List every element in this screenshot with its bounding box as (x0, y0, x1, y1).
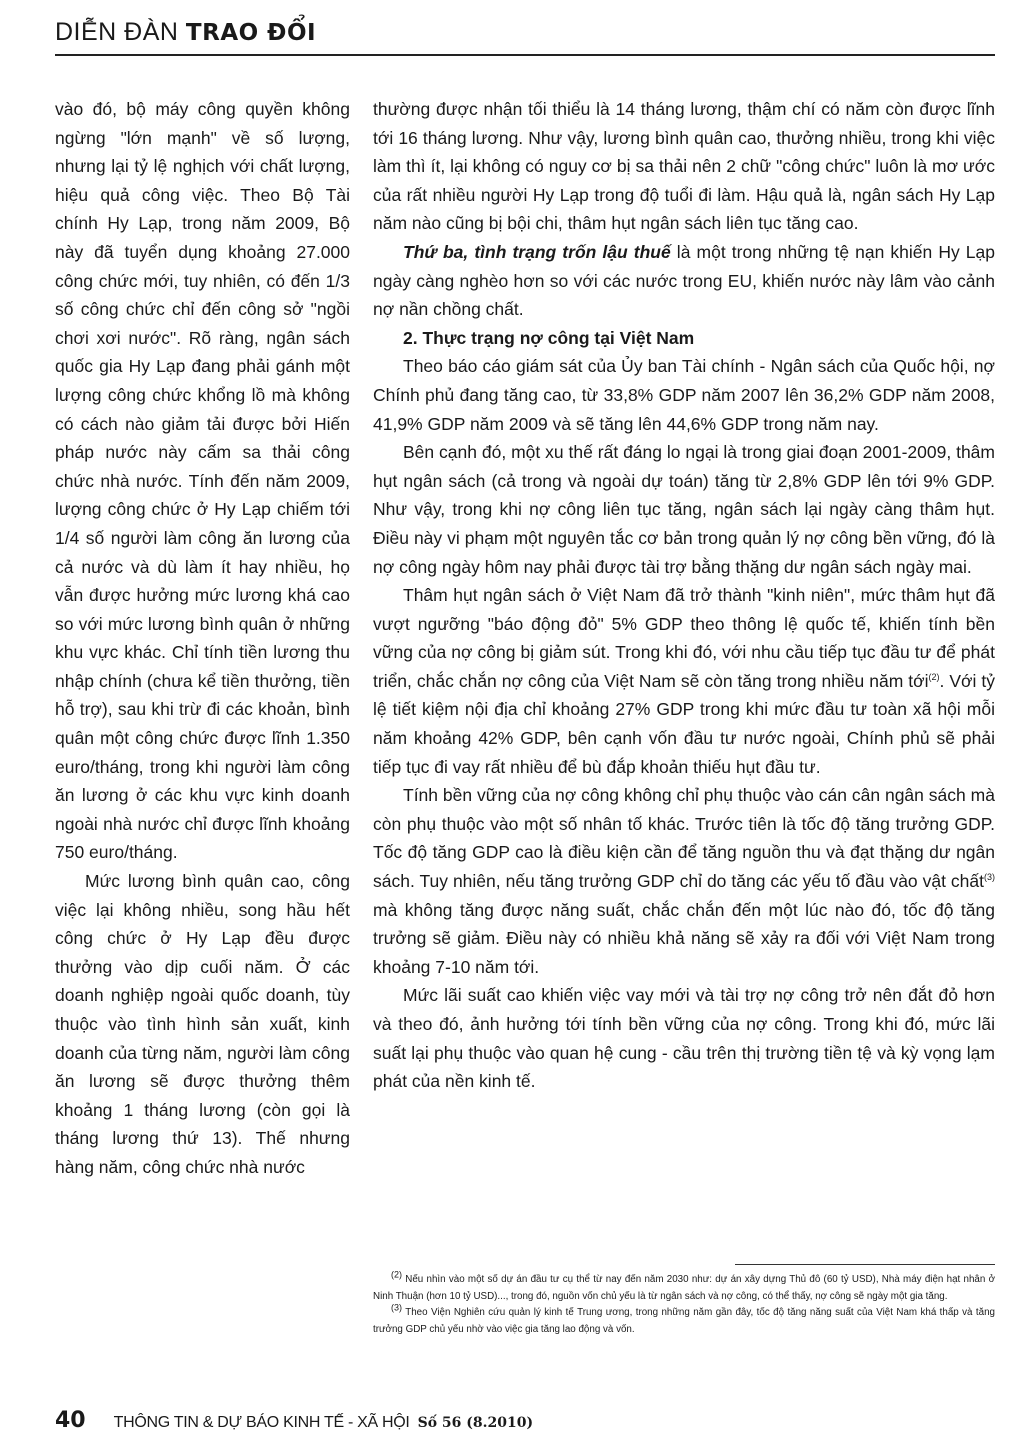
footnote-ref[interactable]: (2) (928, 672, 940, 683)
footnote-rule (735, 1264, 995, 1265)
paragraph-text: Tính bền vững của nợ công không chỉ phụ thuộc vào cán cân ngân sách mà còn phụ thuộc vào một số nhân tố khác. Trước tiên là tốc độ tăng trưởng GDP. Tốc độ tăng GDP cao là điều kiện cần để tăng nguồn thu và đạt thặng dư ngân sách. Tuy nhiên, nếu tăng trưởng GDP chỉ do tăng các yếu tố đầu vào vật chất (373, 785, 995, 892)
paragraph (373, 581, 995, 781)
footnotes (373, 1269, 995, 1338)
paragraph (373, 781, 995, 981)
section-header (55, 18, 316, 47)
journal-name: THÔNG TIN & DỰ BÁO KINH TẾ - XÃ HỘI (113, 1414, 410, 1431)
page-number: 40 (55, 1408, 86, 1433)
footnote (373, 1302, 995, 1338)
footnote-text: Nếu nhìn vào một số dự án đầu tư cụ thể từ nay đến năm 2030 như: dự án xây dựng Thủ đô (60 tỷ USD), Nhà máy điện hạt nhân ở Ninh Thuận (hơn 10 tỷ USD)..., trong đó, nguồn vốn chủ yếu là từ ngân sách và nợ công, có thể thấy, nợ công sẽ ngày một gia tăng. (373, 1274, 995, 1302)
right-column (373, 95, 995, 1096)
paragraph: Theo báo cáo giám sát của Ủy ban Tài chính - Ngân sách của Quốc hội, nợ Chính phủ đang tăng cao, từ 33,8% GDP năm 2007 lên 36,2% GDP năm 2008, 41,9% GDP năm 2009 và sẽ tăng lên 44,6% GDP trong năm nay. (373, 356, 995, 434)
paragraph (373, 238, 995, 324)
section-title-thin: DIỄN ĐÀN (55, 18, 179, 46)
paragraph-text: mà không tăng được năng suất, chắc chắn đến một lúc nào đó, tốc độ tăng trưởng sẽ giảm. Điều này có nhiều khả năng sẽ xảy ra đối với Việt Nam trong khoảng 7-10 năm tới. (373, 899, 995, 977)
page-footer (55, 1408, 533, 1433)
footnote-mark: (3) (391, 1302, 402, 1313)
paragraph: Mức lương bình quân cao, công việc lại không nhiều, song hầu hết công chức ở Hy Lạp đều được thưởng vào dịp cuối năm. Ở các doanh nghiệp ngoài quốc doanh, tùy thuộc vào tình hình sản xuất, kinh doanh của từng năm, người làm công ăn lương sẽ được thưởng thêm khoảng 1 tháng lương (còn gọi là tháng lương thứ 13). Thế nhưng hàng năm, công chức nhà nước (55, 871, 350, 1177)
paragraph-text: . Với tỷ lệ tiết kiệm nội địa chỉ khoảng 27% GDP trong khi mức đầu tư toàn xã hội mỗi năm khoảng 42% GDP, bên cạnh vốn đầu tư nước ngoài, Chính phủ sẽ phải tiếp tục đi vay rất nhiều để bù đắp khoản thiếu hụt đầu tư. (373, 670, 995, 777)
paragraph: thường được nhận tối thiểu là 14 tháng lương, thậm chí có năm còn được lĩnh tới 16 tháng lương. Như vậy, lương bình quân cao, thưởng nhiều, trong khi việc làm thì ít, lại không có nguy cơ bị sa thải nên 2 chữ "công chức" luôn là mơ ước của rất nhiều người Hy Lạp trong độ tuổi đi làm. Hậu quả là, ngân sách Hy Lạp năm nào cũng bị bội chi, thâm hụt ngân sách liên tục tăng cao. (373, 99, 995, 234)
footnote-ref[interactable]: (3) (984, 872, 995, 883)
footnote (373, 1269, 995, 1305)
section-heading: 2. Thực trạng nợ công tại Việt Nam (403, 327, 695, 348)
section-title-bold: TRAO ĐỔI (185, 20, 317, 46)
paragraph: vào đó, bộ máy công quyền không ngừng "lớn mạnh" về số lượng, nhưng lại tỷ lệ nghịch với chất lượng, hiệu quả công việc. Theo Bộ Tài chính Hy Lạp, trong năm 2009, Bộ này đã tuyển dụng khoảng 27.000 công chức mới, tuy nhiên, có đến 1/3 số công chức chỉ đến công sở "ngồi chơi xơi nước". Rõ ràng, ngân sách quốc gia Hy Lạp đang phải gánh một lượng công chức khổng lồ mà không có cách nào giảm tải được bởi Hiến pháp nước này cấm sa thải công chức nhà nước. Tính đến năm 2009, lượng công chức ở Hy Lạp chiếm tới 1/4 số người làm công ăn lương của cả nước và dù làm ít hay nhiều, họ vẫn được hưởng mức lương khá cao so với mức lương bình quân ở những khu vực khác. Chỉ tính tiền lương thu nhập chính (chưa kể tiền thưởng, tiền hỗ trợ), sau khi trừ đi các khoản, bình quân một công chức được lĩnh 1.350 euro/tháng, trong khi người làm công ăn lương ở các khu vực kinh doanh ngoài nhà nước chỉ được lĩnh khoảng 750 euro/tháng. (55, 99, 350, 863)
header-rule (55, 54, 995, 56)
paragraph-text: Thâm hụt ngân sách ở Việt Nam đã trở thành "kinh niên", mức thâm hụt đã vượt ngưỡng "báo động đỏ" 5% GDP theo thông lệ quốc tế, khiến tính bền vững của nợ công bị giảm sút. Trong khi đó, với nhu cầu tiếp tục đầu tư để phát triển, chắc chắn nợ công của Việt Nam sẽ còn tăng trong nhiều năm tới (373, 585, 995, 691)
paragraph-text: là một trong những tệ nạn khiến Hy Lạp ngày càng nghèo hơn so với các nước trong EU, khiến nước này lâm vào cảnh nợ nần chồng chất. (373, 241, 995, 320)
paragraph-lead: Thứ ba, tình trạng trốn lậu thuế (403, 241, 671, 262)
issue-number: Số 56 (8.2010) (417, 1415, 534, 1431)
paragraph: Bên cạnh đó, một xu thế rất đáng lo ngại là trong giai đoạn 2001-2009, thâm hụt ngân sách (cả trong và ngoài dự toán) tăng từ 2,8% GDP lên tới 9% GDP. Như vậy, trong khi nợ công liên tục tăng, ngân sách lại ngày càng thâm hụt. Điều này vi phạm một nguyên tắc cơ bản trong quản lý nợ công bền vững, đó là nợ công ngày hôm nay phải được tài trợ bằng thặng dư ngân sách ngày mai. (373, 442, 995, 577)
footnote-text: Theo Viện Nghiên cứu quản lý kinh tế Trung ương, trong những năm gần đây, tốc độ tăng năng suất của Việt Nam khá thấp và tăng trưởng GDP chủ yếu nhờ vào việc gia tăng lao động và vốn. (373, 1307, 995, 1335)
left-column (55, 95, 350, 1182)
footnote-mark: (2) (391, 1269, 402, 1280)
paragraph: Mức lãi suất cao khiến việc vay mới và tài trợ nợ công trở nên đắt đỏ hơn và theo đó, ảnh hưởng tới tính bền vững của nợ công. Trong khi đó, mức lãi suất lại phụ thuộc vào quan hệ cung - cầu trên thị trường tiền tệ và kỳ vọng lạm phát của nền kinh tế. (373, 985, 995, 1092)
